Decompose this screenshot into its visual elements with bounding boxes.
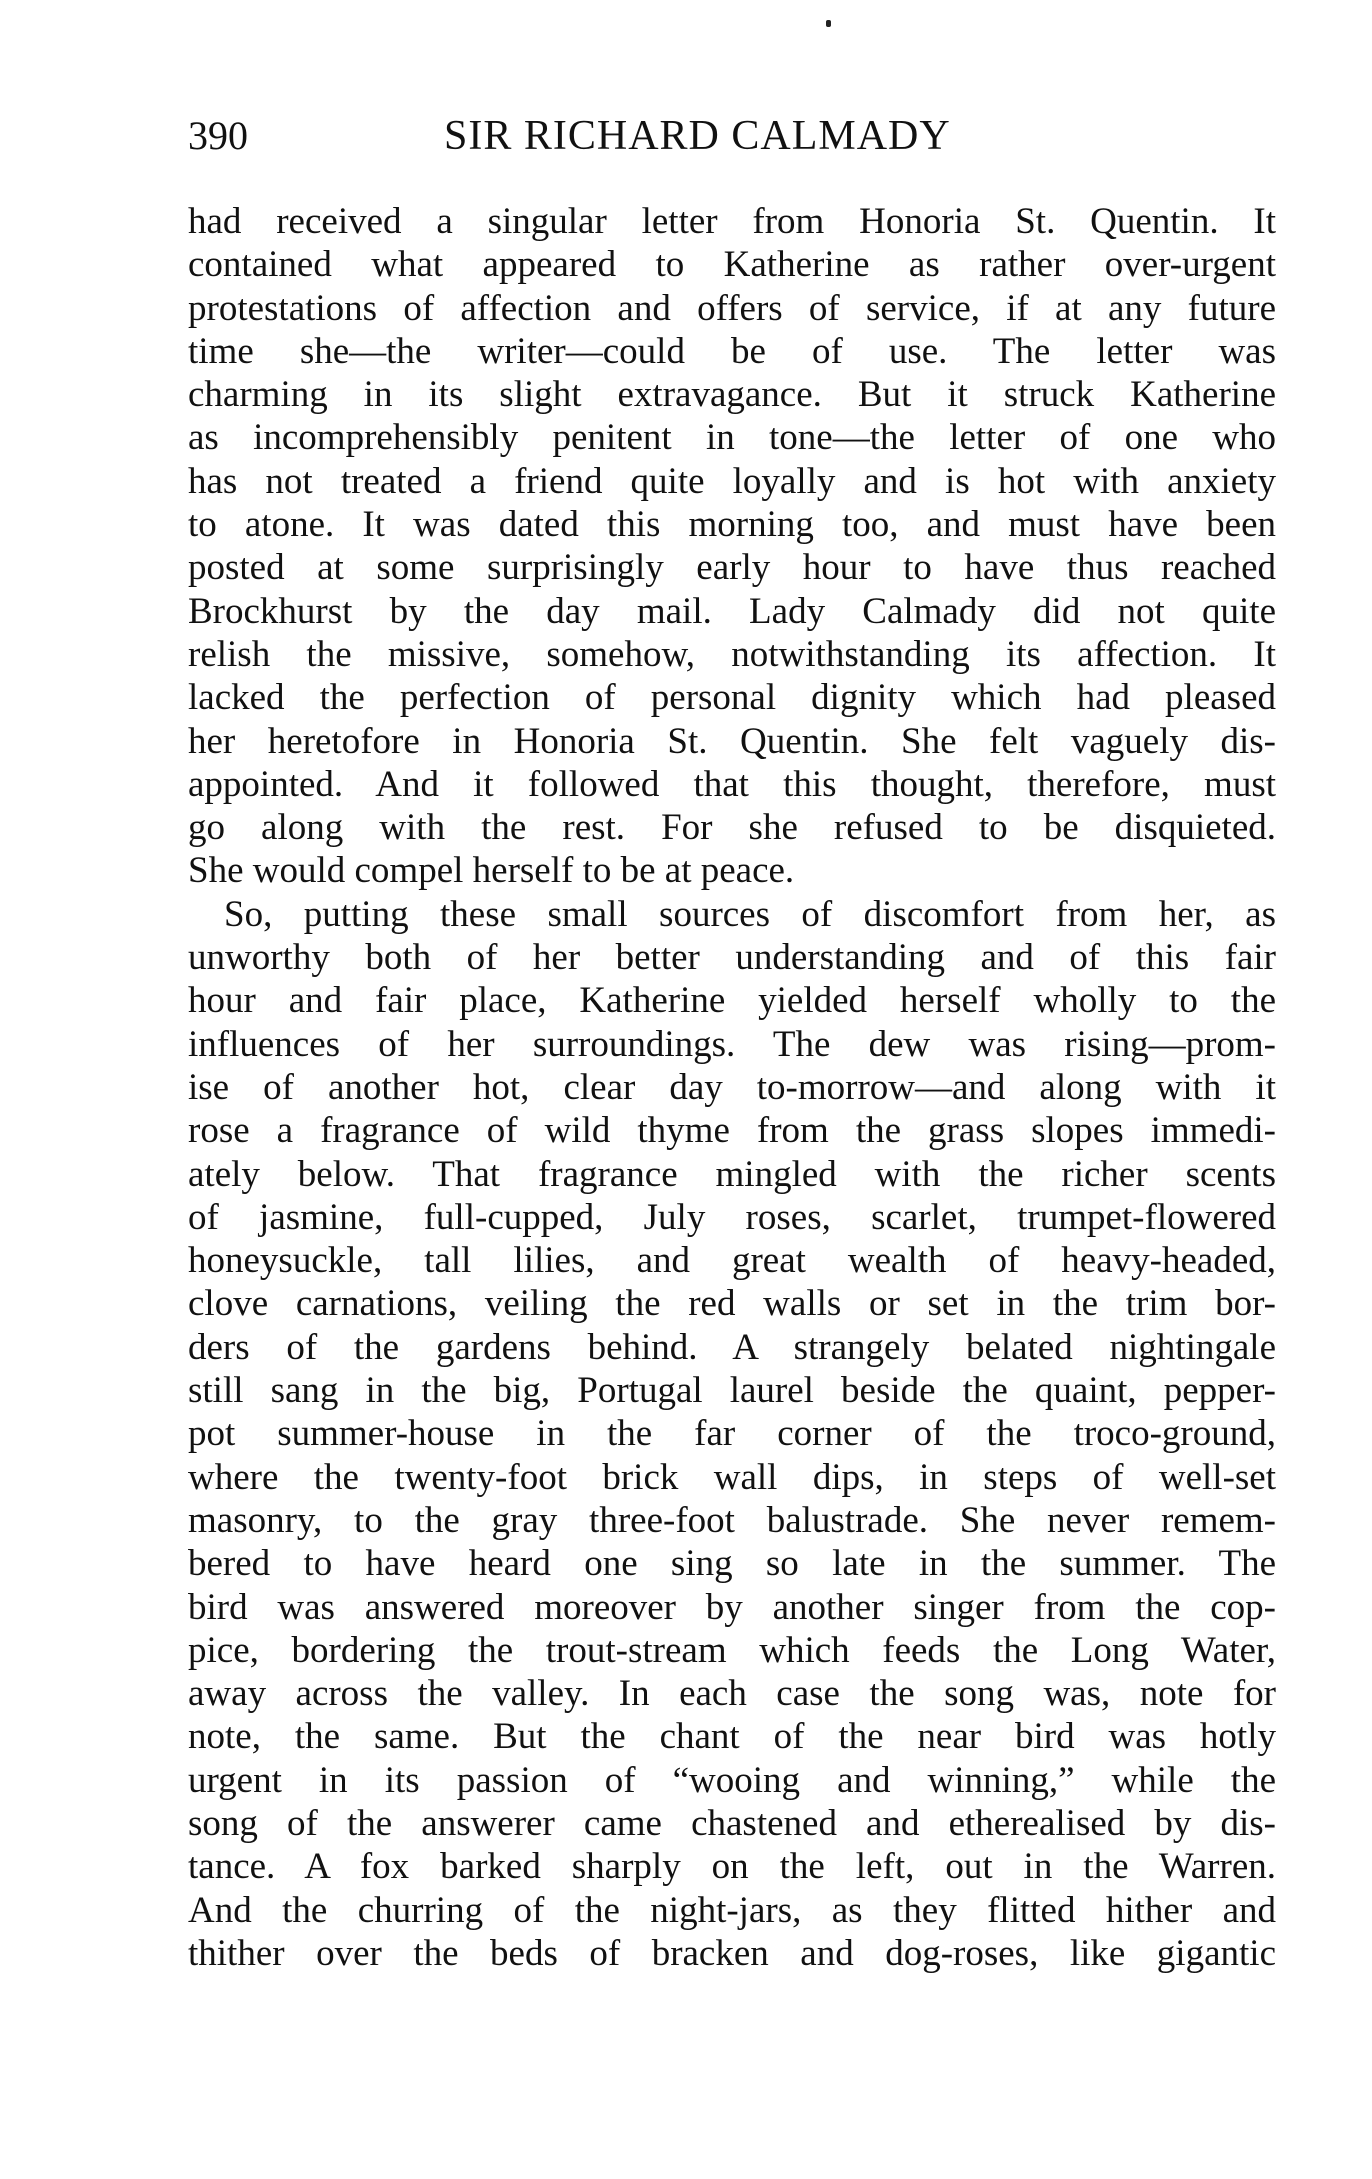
text-line: contained what appeared to Katherine as rather over-urgent [188,244,1276,286]
text-line: still sang in the big, Portugal laurel beside the quaint, pepper- [188,1370,1276,1412]
text-line: unworthy both of her better understanding and of this fair [188,937,1276,979]
text-line: of jasmine, full-cupped, July roses, scarlet, trumpet-flowered [188,1196,1276,1238]
text-line: away across the valley. In each case the song was, note for [188,1673,1276,1715]
text-line: rose a fragrance of wild thyme from the grass slopes immedi- [188,1110,1276,1152]
text-line: thither over the beds of bracken and dog-roses, like gigantic [188,1932,1276,1974]
print-speck [826,20,831,27]
text-line: lacked the perfection of personal dignity which had pleased [188,677,1276,719]
text-line: go along with the rest. For she refused to be disquieted. [188,807,1276,849]
text-line: clove carnations, veiling the red walls or set in the trim bor- [188,1283,1276,1325]
text-line: She would compel herself to be at peace. [188,850,795,892]
text-line: charming in its slight extravagance. But it struck Katherine [188,374,1276,416]
text-line: as incomprehensibly penitent in tone—the letter of one who [188,417,1276,459]
text-line: ders of the gardens behind. A strangely belated nightingale [188,1326,1276,1368]
text-line: So, putting these small sources of discomfort from her, as [224,893,1276,935]
text-line: has not treated a friend quite loyally and is hot with anxiety [188,460,1276,502]
text-line: ately below. That fragrance mingled with the richer scents [188,1153,1276,1195]
text-line: urgent in its passion of “wooing and winning,” while the [188,1759,1276,1801]
text-line: bird was answered moreover by another singer from the cop- [188,1586,1276,1628]
text-line: time she—the writer—could be of use. The letter was [188,330,1276,372]
text-line: song of the answerer came chastened and etherealised by dis- [188,1802,1276,1844]
text-line: protestations of affection and offers of service, if at any future [188,287,1276,329]
text-line: to atone. It was dated this morning too, and must have been [188,504,1276,546]
running-title: SIR RICHARD CALMADY [444,113,951,159]
text-line: pice, bordering the trout-stream which feeds the Long Water, [188,1629,1276,1671]
text-line: honeysuckle, tall lilies, and great wealth of heavy-headed, [188,1240,1276,1282]
page-body [188,200,1276,1975]
text-line: tance. A fox barked sharply on the left, out in the Warren. [188,1846,1276,1888]
page-number: 390 [188,113,248,158]
text-line: where the twenty-foot brick wall dips, in steps of well-set [188,1456,1276,1498]
text-line: note, the same. But the chant of the near bird was hotly [188,1716,1276,1758]
text-line: her heretofore in Honoria St. Quentin. She felt vaguely dis- [188,720,1276,762]
paragraph [188,200,1276,893]
text-line: appointed. And it followed that this thought, therefore, must [188,763,1276,805]
text-line: had received a singular letter from Honoria St. Quentin. It [188,201,1276,242]
text-line: And the churring of the night-jars, as they flitted hither and [188,1889,1276,1931]
text-line: hour and fair place, Katherine yielded herself wholly to the [188,980,1276,1022]
running-header [188,112,1276,162]
text-line: Brockhurst by the day mail. Lady Calmady did not quite [188,590,1276,632]
text-line: bered to have heard one sing so late in the summer. The [188,1543,1276,1585]
text-line: posted at some surprisingly early hour to have thus reached [188,547,1276,589]
text-line: masonry, to the gray three-foot balustrade. She never remem- [188,1499,1276,1541]
text-line: pot summer-house in the far corner of the troco-ground, [188,1413,1276,1455]
text-line: relish the missive, somehow, notwithstanding its affection. It [188,633,1276,675]
paragraph [188,893,1276,1975]
text-line: influences of her surroundings. The dew was rising—prom- [188,1023,1276,1065]
text-line: ise of another hot, clear day to-morrow—and along with it [188,1066,1276,1108]
